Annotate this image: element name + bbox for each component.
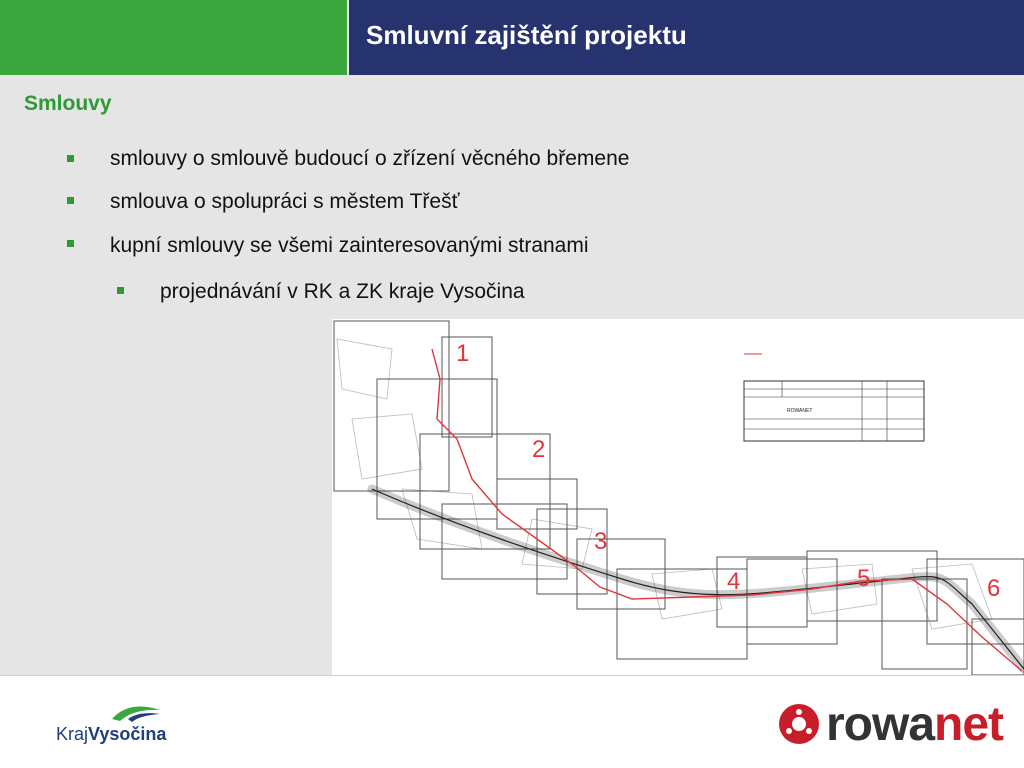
section-title: Smlouvy bbox=[24, 92, 112, 115]
route-map-image bbox=[332, 319, 1024, 675]
kraj-logo-part1: Kraj bbox=[56, 724, 89, 744]
bullet-item: kupní smlouvy se všemi zainteresovanými stranami bbox=[110, 234, 589, 257]
section-label-2: 2 bbox=[532, 436, 546, 463]
sub-bullet-item: projednávání v RK a ZK kraje Vysočina bbox=[160, 280, 525, 303]
bullet-square-icon bbox=[67, 240, 74, 247]
footer-divider bbox=[0, 675, 1024, 676]
bullet-square-icon bbox=[67, 197, 74, 204]
title-block-logo: ROWANET bbox=[787, 408, 813, 414]
cable-route-line bbox=[432, 349, 1022, 671]
section-label-4: 4 bbox=[727, 568, 741, 595]
section-label-6: 6 bbox=[987, 575, 1001, 602]
rowanet-logo-part1: rowa bbox=[826, 698, 935, 751]
page-title: Smluvní zajištění projektu bbox=[366, 20, 687, 50]
map-title-block bbox=[744, 381, 924, 441]
kraj-vysocina-logo bbox=[56, 724, 166, 745]
section-label-5: 5 bbox=[857, 565, 871, 592]
bullet-item: smlouva o spolupráci s městem Třešť bbox=[110, 190, 460, 213]
rowanet-logo-icon bbox=[778, 703, 820, 745]
bullet-square-icon bbox=[67, 155, 74, 162]
route-map-svg bbox=[332, 319, 1024, 675]
bullet-item: smlouvy o smlouvě budoucí o zřízení věcného břemene bbox=[110, 147, 630, 170]
header-green-block bbox=[0, 0, 347, 75]
map-sheet-frames bbox=[334, 321, 1024, 675]
section-label-3: 3 bbox=[594, 528, 608, 555]
kraj-vysocina-swoosh-icon bbox=[110, 703, 162, 723]
rowanet-logo-part2: net bbox=[934, 698, 1004, 751]
kraj-logo-part2: Vysočina bbox=[88, 724, 167, 744]
rowanet-logo bbox=[826, 697, 1003, 752]
map-section-labels bbox=[456, 340, 1000, 602]
section-label-1: 1 bbox=[456, 340, 470, 367]
sub-bullet-square-icon bbox=[117, 287, 124, 294]
